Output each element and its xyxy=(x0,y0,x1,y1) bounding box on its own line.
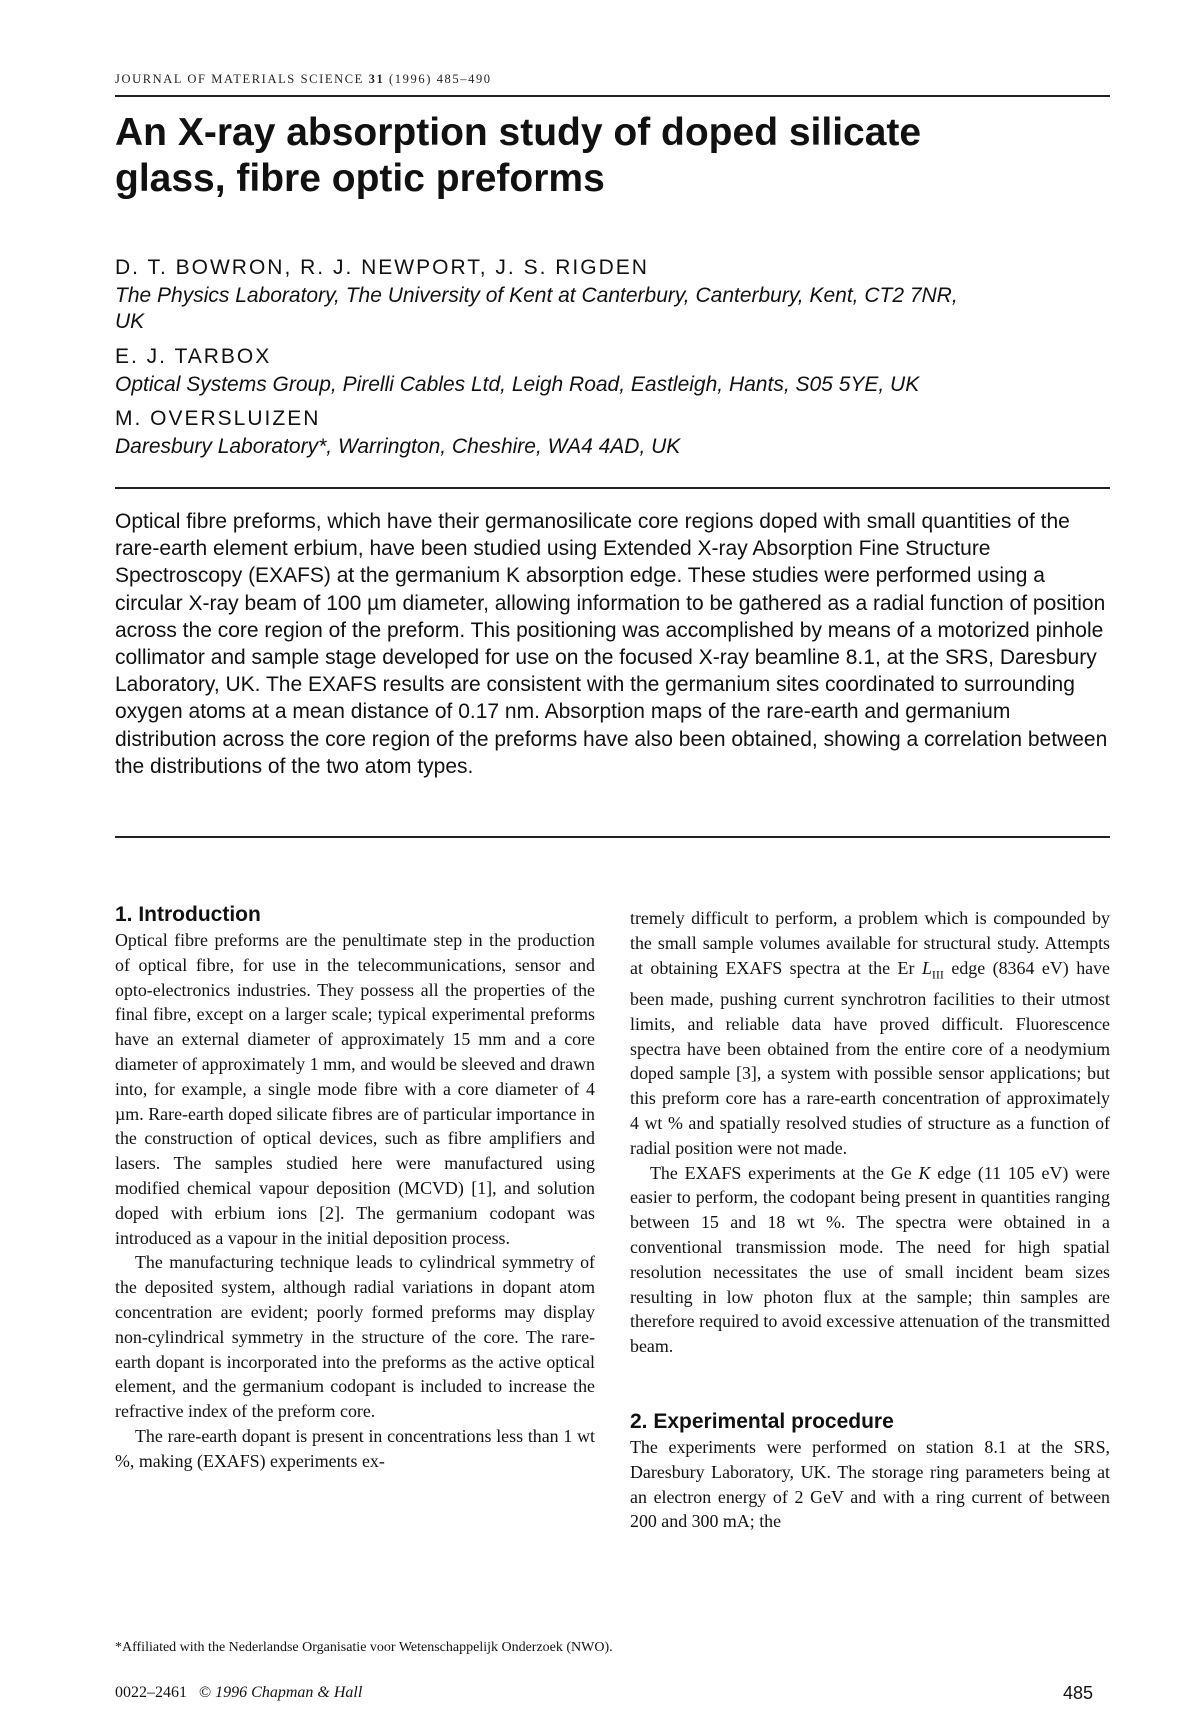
right-paragraph-2-part-a: The EXAFS experiments at the Ge xyxy=(650,1162,912,1183)
er-l-subscript: III xyxy=(931,967,944,982)
page-number: 485 xyxy=(1063,1683,1094,1703)
affiliation-1-line-2: UK xyxy=(115,310,145,333)
header-rule xyxy=(115,95,1110,97)
intro-paragraph-3: The rare-earth dopant is present in concentrations less than 1 wt %, making (EXAFS) experiments ex- xyxy=(115,1425,595,1471)
right-paragraph-1-part-b: edge (8364 eV) have been made, pushing current synchrotron facilities to their utmost limits, and reliable data have proved difficult. Fluorescence spectra have been obtained from the entire core of a neodymium doped sample [3], a system with possible sensor applications; but this preform core has a rare-earth concentration of approximately 4 wt % and spatially resolved studies of structure as a function of radial position were not made. xyxy=(630,957,1110,1158)
left-column xyxy=(115,902,595,1474)
journal-header xyxy=(115,72,492,87)
section-heading-introduction: 1. Introduction xyxy=(115,903,261,926)
er-l-symbol: L xyxy=(921,957,932,978)
right-paragraph-2-part-b: edge (11 105 eV) were easier to perform, the codopant being present in quantities ranging between 15 and 18 wt %. The spectra were obtained in a conventional transmission mode. The need for high spatial resolution necessitates the use of small incident beam sizes resulting in low photon flux at the sample; thin samples are therefore required to avoid excessive attenuation of the transmitted beam. xyxy=(630,1162,1110,1357)
paper-title xyxy=(115,110,1105,202)
title-line-2: glass, fibre optic preforms xyxy=(115,157,605,200)
affiliation-1-line-1: The Physics Laboratory, The University of Kent at Canterbury, Canterbury, Kent, CT2 7NR, xyxy=(115,284,958,307)
abstract: Optical fibre preforms, which have their germanosilicate core regions doped with small quantities of the rare-earth element erbium, have been studied using Extended X-ray Absorption Fine Structure Spectroscopy (EXAFS) at the germanium K absorption edge. These studies were performed using a circular X-ray beam of 100 µm diameter, allowing information to be gathered as a radial function of position across the core region of the preform. This positioning was accomplished by means of a motorized pinhole collimator and sample stage developed for use on the focused X-ray beamline 8.1, at the SRS, Daresbury Laboratory, UK. The EXAFS results are consistent with the germanium sites coordinated to surrounding oxygen atoms at a mean distance of 0.17 nm. Absorption maps of the rare-earth and germanium distribution across the core region of the preforms have also been obtained, showing a correlation between the distributions of the two atom types. xyxy=(115,510,1108,778)
journal-name: JOURNAL OF MATERIALS SCIENCE xyxy=(115,72,364,86)
journal-year-pages: (1996) 485–490 xyxy=(389,72,492,86)
title-line-1: An X-ray absorption study of doped silicate xyxy=(115,111,922,154)
right-paragraph-1 xyxy=(630,906,1110,1161)
author-affiliation-2: Optical Systems Group, Pirelli Cables Ltd, Leigh Road, Eastleigh, Hants, S05 5YE, UK xyxy=(115,373,920,396)
experimental-paragraph-1: The experiments were performed on station 8.1 at the SRS, Daresbury Laboratory, UK. The storage ring parameters being at an electron energy of 2 GeV and with a ring current of between 200 and 300 mA; the xyxy=(630,1436,1110,1532)
author-names-1: D. T. BOWRON, R. J. NEWPORT, J. S. RIGDEN xyxy=(115,256,649,279)
author-names-2: E. J. TARBOX xyxy=(115,345,272,368)
footer-left xyxy=(115,1684,362,1702)
intro-paragraph-2: The manufacturing technique leads to cylindrical symmetry of the deposited system, although radial variations in dopant atom concentration are evident; poorly formed preforms may display non-cylindrical symmetry in the structure of the core. The rare-earth dopant is incorporated into the preforms as the active optical element, and the germanium codopant is included to increase the refractive index of the preform core. xyxy=(115,1252,595,1422)
author-affiliation-3: Daresbury Laboratory*, Warrington, Cheshire, WA4 4AD, UK xyxy=(115,435,681,458)
footnote: *Affiliated with the Nederlandse Organisatie voor Wetenschappelijk Onderzoek (NWO). xyxy=(115,1640,613,1655)
right-column xyxy=(630,906,1110,1534)
abstract-bottom-rule xyxy=(115,836,1110,838)
abstract-top-rule xyxy=(115,487,1110,489)
right-paragraph-2 xyxy=(630,1161,1110,1359)
right-paragraph-1-part-a: tremely difficult to perform, a problem which is compounded by the small sample volumes available for structural study. Attempts at obtaining EXAFS spectra at the Er xyxy=(630,908,1110,978)
section-heading-experimental: 2. Experimental procedure xyxy=(630,1409,894,1433)
publisher: 1996 Chapman & Hall xyxy=(215,1684,363,1701)
author-names-3: M. OVERSLUIZEN xyxy=(115,407,321,430)
ge-k-symbol: K xyxy=(918,1162,931,1183)
author-affiliation-1 xyxy=(115,283,1115,335)
issn: 0022–2461 xyxy=(115,1684,187,1701)
journal-volume: 31 xyxy=(368,72,385,86)
copyright-symbol: © xyxy=(199,1684,212,1701)
intro-paragraph-1: Optical fibre preforms are the penultimate step in the production of optical fibre, for use in the telecommunications, sensor and opto-electronics industries. They possess all the properties of the final fibre, except on a larger scale; typical experimental preforms have an external diameter of approximately 15 mm and a core diameter of approximately 1 mm, and would be sleeved and drawn into, for example, a single mode fibre with a core diameter of 4 µm. Rare-earth doped silicate fibres are of particular importance in the construction of optical devices, such as fibre amplifiers and lasers. The samples studied here were manufactured using modified chemical vapour deposition (MCVD) [1], and solution doped with erbium ions [2]. The germanium codopant was introduced as a vapour in the initial deposition process. xyxy=(115,930,595,1248)
